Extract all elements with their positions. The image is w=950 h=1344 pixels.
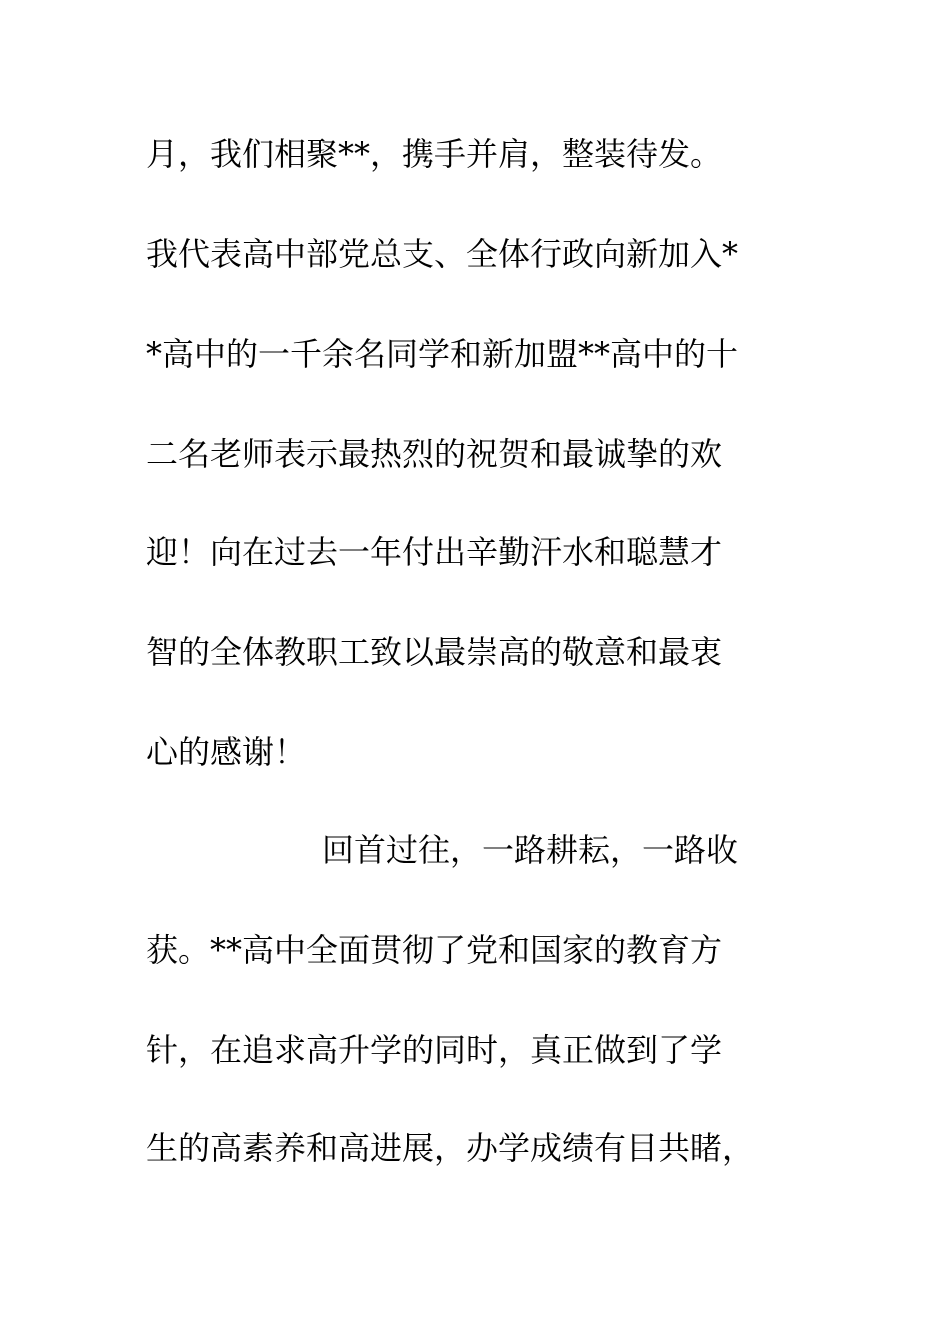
- text-line: 二名老师表示最热烈的祝贺和最诚挚的欢: [146, 435, 723, 473]
- text-line: 获。**高中全面贯彻了党和国家的教育方: [146, 931, 723, 969]
- text-line: 针，在追求高升学的同时，真正做到了学: [146, 1031, 723, 1069]
- text-line: 心的感谢！: [146, 733, 307, 771]
- text-line: 月，我们相聚**，携手并肩，整装待发。: [146, 135, 723, 173]
- paragraph-start-line: 回首过往，一路耕耘，一路收: [322, 831, 739, 869]
- text-line: *高中的一千余名同学和新加盟**高中的十: [146, 335, 739, 373]
- text-line: 智的全体教职工致以最崇高的敬意和最衷: [146, 633, 723, 671]
- text-line: 迎！向在过去一年付出辛勤汗水和聪慧才: [146, 533, 723, 571]
- text-line: 我代表高中部党总支、全体行政向新加入*: [146, 235, 739, 273]
- text-line: 生的高素养和高进展，办学成绩有目共睹，: [146, 1129, 755, 1167]
